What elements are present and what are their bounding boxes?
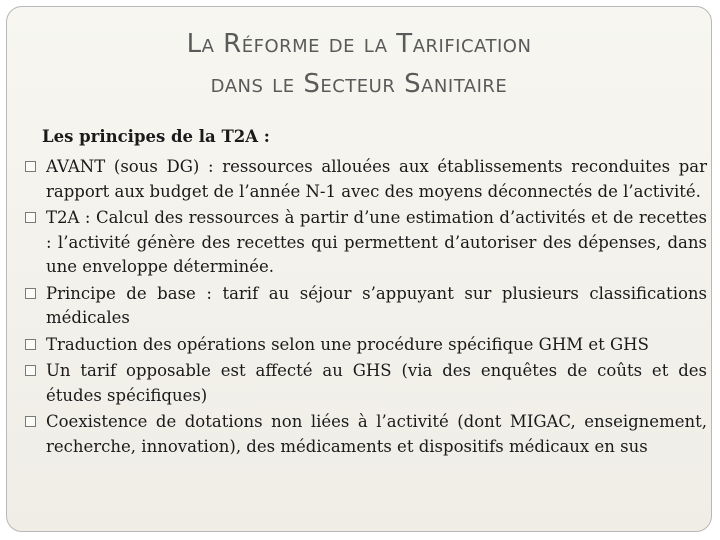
- checkbox-square-icon: [25, 288, 36, 299]
- subheading: Les principes de la T2A :: [42, 127, 270, 146]
- bullet-list: [25, 155, 707, 461]
- checkbox-square-icon: [25, 416, 36, 427]
- bullet-text: Principe de base : tarif au séjour s’appuyant sur plusieurs classifications médicales: [46, 283, 707, 327]
- slide: [6, 6, 712, 532]
- bullet-item: [25, 206, 707, 280]
- bullet-text: Un tarif opposable est affecté au GHS (via des enquêtes de coûts et des études spécifiques): [46, 361, 707, 405]
- title-line-2: dans le Secteur Sanitaire: [210, 69, 508, 99]
- bullet-item: [25, 359, 707, 408]
- bullet-text: T2A : Calcul des ressources à partir d’une estimation d’activités et de recettes : l’activité génère des recettes qui permettent d’autoriser des dépenses, dans une enveloppe déterminée.: [46, 208, 707, 276]
- bullet-item: [25, 282, 707, 331]
- bullet-item: [25, 410, 707, 459]
- bullet-text: Traduction des opérations selon une procédure spécifique GHM et GHS: [46, 334, 649, 354]
- checkbox-square-icon: [25, 365, 36, 376]
- bullet-item: [25, 333, 707, 358]
- bullet-item: [25, 155, 707, 204]
- bullet-text: Coexistence de dotations non liées à l’activité (dont MIGAC, enseignement, recherche, innovation), des médicaments et dispositifs médicaux en sus: [46, 412, 707, 456]
- checkbox-square-icon: [25, 212, 36, 223]
- title-line-1: La Réforme de la Tarification: [186, 29, 532, 59]
- bullet-text: AVANT (sous DG) : ressources allouées aux établissements reconduites par rapport aux budget de l’année N-1 avec des moyens déconnectés de l’activité.: [46, 157, 707, 201]
- checkbox-square-icon: [25, 339, 36, 350]
- checkbox-square-icon: [25, 161, 36, 172]
- slide-title: [7, 25, 711, 103]
